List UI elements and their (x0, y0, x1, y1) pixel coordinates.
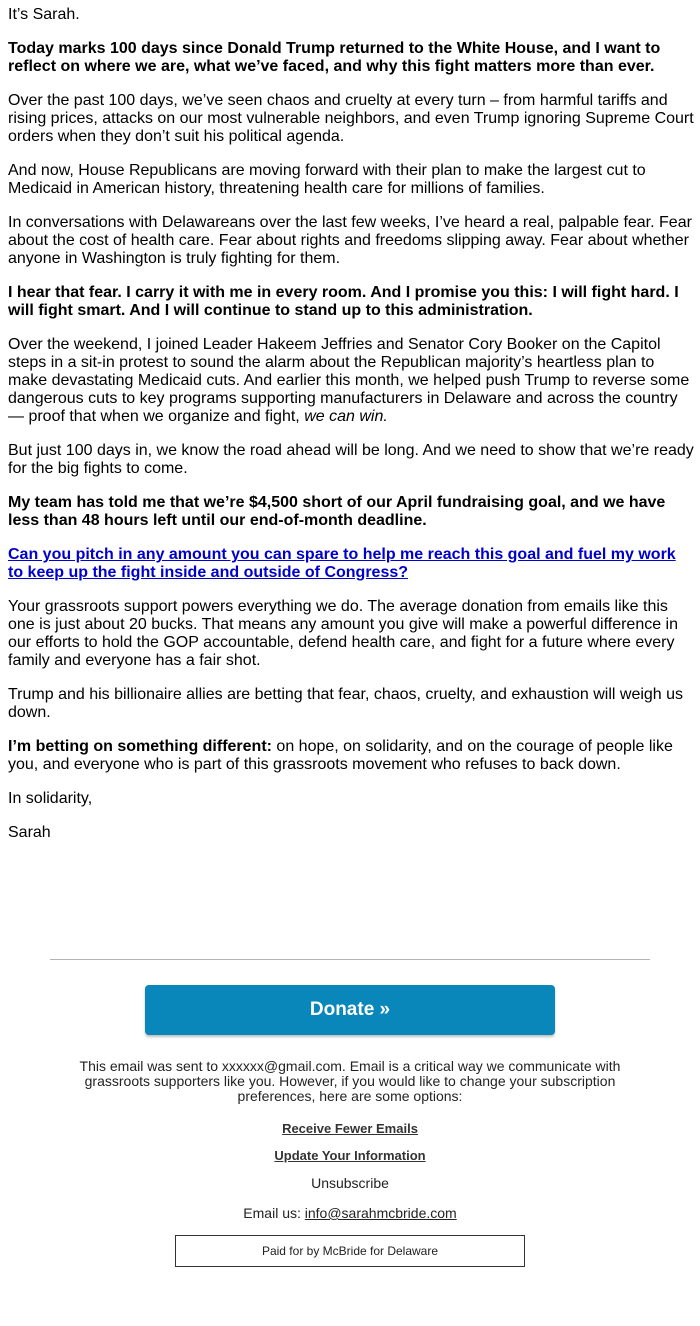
closing: In solidarity, (8, 790, 93, 807)
paid-for-disclaimer: Paid for by McBride for Delaware (175, 1235, 525, 1267)
receive-fewer-container (70, 1121, 630, 1136)
paragraph-weekend (8, 336, 694, 426)
contact-email-link[interactable]: info@sarahmcbride.com (304, 1205, 457, 1221)
donate-button[interactable]: Donate » (145, 985, 555, 1035)
paragraph-weekend-emphasis: we can win. (304, 408, 388, 425)
paragraph-promise: I hear that fear. I carry it with me in every room. And I promise you this: I will fight hard. I will fight smart. And I will continue to stand up to this administration. (8, 284, 679, 319)
paragraph-goal: My team has told me that we’re $4,500 short of our April fundraising goal, and we have less than 48 hours left until our end-of-month deadline. (8, 494, 666, 529)
paragraph-road-ahead: But just 100 days in, we know the road ahead will be long. And we need to show that we’re ready for the big fights to come. (8, 442, 694, 477)
intro-paragraph: Today marks 100 days since Donald Trump returned to the White House, and I want to reflect on where we are, what we’ve faced, and why this fight matters more than ever. (8, 40, 661, 75)
update-information-link[interactable]: Update Your Information (274, 1148, 426, 1163)
unsubscribe-link[interactable]: Unsubscribe (311, 1175, 389, 1191)
receive-fewer-emails-link[interactable]: Receive Fewer Emails (282, 1121, 418, 1136)
paragraph-grassroots: Your grassroots support powers everything we do. The average donation from emails like this one is just about 20 bucks. That means any amount you give will make a powerful difference in our efforts to hold the GOP accountable, defend health care, and fight for a future where every family and everyone has a fair shot. (8, 598, 679, 669)
paragraph-chaos: Over the past 100 days, we’ve seen chaos and cruelty at every turn – from harmful tariffs and rising prices, attacks on our most vulnerable neighbors, and even Trump ignoring Supreme Court orders when they don’t suit his political agenda. (8, 92, 694, 145)
paragraph-medicaid: And now, House Republicans are moving forward with their plan to make the largest cut to Medicaid in American history, threatening health care for millions of families. (8, 162, 646, 197)
contact-email-line (70, 1206, 630, 1221)
cta-paragraph (8, 546, 694, 582)
update-info-container (70, 1148, 630, 1163)
donate-ask-link[interactable]: Can you pitch in any amount you can spare to help me reach this goal and fuel my work to keep up the fight inside and outside of Congress? (8, 546, 676, 581)
paragraph-billionaires: Trump and his billionaire allies are betting that fear, chaos, cruelty, and exhaustion will weigh us down. (8, 686, 684, 721)
paragraph-betting (8, 738, 694, 774)
signature: Sarah (8, 824, 51, 841)
greeting: It’s Sarah. (8, 6, 80, 23)
footer-notice: This email was sent to xxxxxx@gmail.com. Email is a critical way we communicate with grassroots supporters like you. However, if you would like to change your subscription preferences, here are some options: (79, 1058, 621, 1104)
footer-divider (50, 959, 650, 960)
paragraph-betting-text: on hope, on solidarity, and on the courage of people like you, and everyone who is part of this grassroots movement who refuses to back down. (8, 738, 673, 773)
email-label: Email us: (243, 1205, 305, 1221)
paragraph-weekend-text: Over the weekend, I joined Leader Hakeem Jeffries and Senator Cory Booker on the Capitol steps in a sit-in protest to sound the alarm about the Republican majority’s heartless plan to make devastating Medicaid cuts. And earlier this month, we helped push Trump to reverse some dangerous cuts to key programs supporting manufacturers in Delaware and across the country — proof that when we organize and fight, (8, 336, 690, 425)
paragraph-fear: In conversations with Delawareans over the last few weeks, I’ve heard a real, palpable fear. Fear about the cost of health care. Fear about rights and freedoms slipping away. Fear about whether anyone in Washington is truly fighting for them. (8, 214, 692, 267)
paragraph-betting-lead: I’m betting on something different: (8, 738, 272, 755)
email-body (8, 6, 694, 842)
